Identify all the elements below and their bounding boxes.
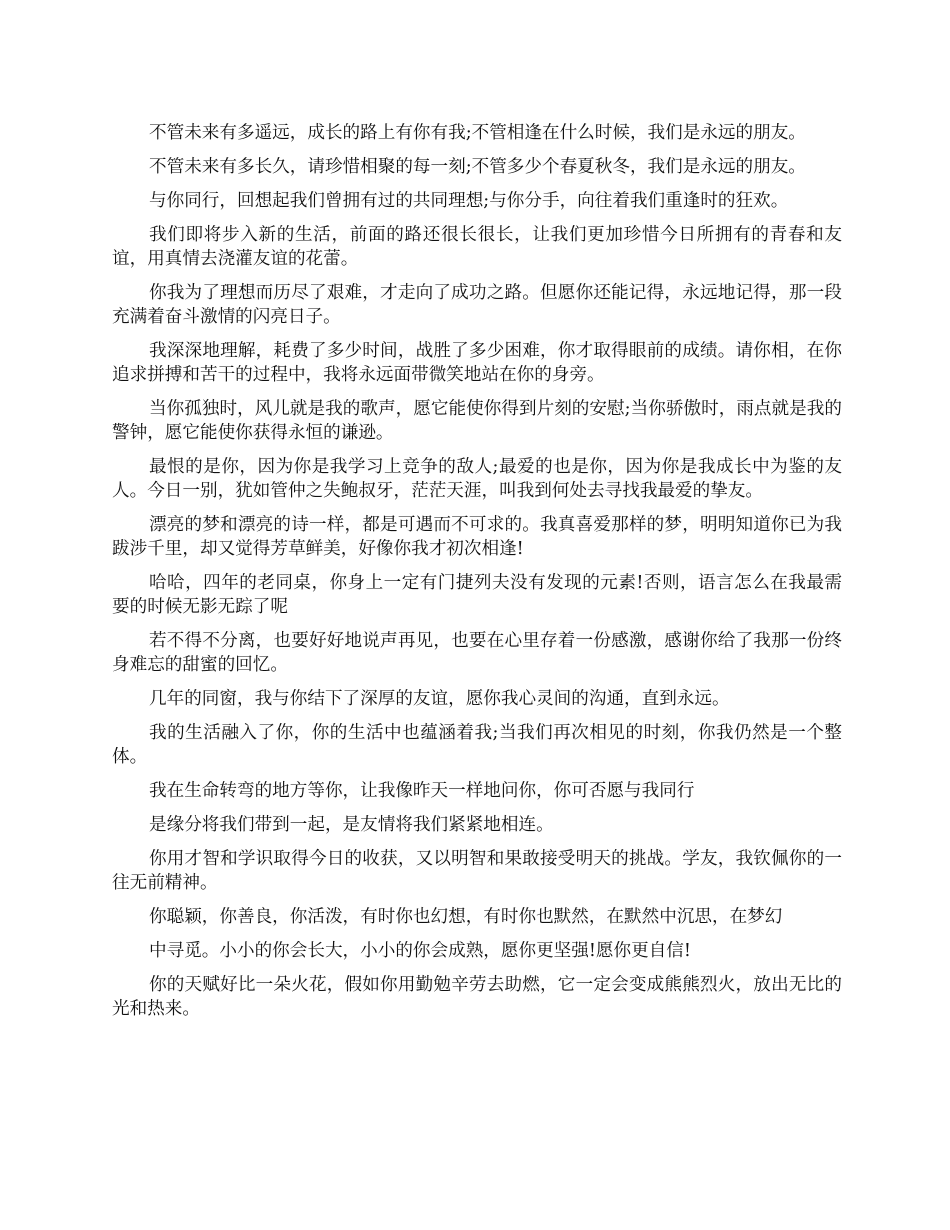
paragraph: 若不得不分离，也要好好地说声再见，也要在心里存着一份感激，感谢你给了我那一份终身难忘的甜蜜的回忆。 (112, 631, 842, 675)
document-body (112, 121, 842, 1031)
paragraph: 哈哈，四年的老同桌，你身上一定有门捷列夫没有发现的元素!否则，语言怎么在我最需要的时候无影无踪了呢 (112, 573, 842, 617)
paragraph: 不管未来有多遥远，成长的路上有你有我;不管相逢在什么时候，我们是永远的朋友。 (149, 123, 806, 143)
paragraph: 你用才智和学识取得今日的收获，又以明智和果敢接受明天的挑战。学友，我钦佩你的一往无前精神。 (112, 849, 842, 893)
paragraph: 我们即将步入新的生活，前面的路还很长很长，让我们更加珍惜今日所拥有的青春和友谊，用真情去浇灌友谊的花蕾。 (112, 225, 842, 269)
paragraph: 你的天赋好比一朵火花，假如你用勤勉辛劳去助燃，它一定会变成熊熊烈火，放出无比的光和热来。 (112, 975, 842, 1019)
paragraph: 漂亮的梦和漂亮的诗一样，都是可遇而不可求的。我真喜爱那样的梦，明明知道你已为我跋涉千里，却又觉得芳草鲜美，好像你我才初次相逢! (112, 515, 842, 559)
paragraph: 我在生命转弯的地方等你，让我像昨天一样地问你，你可否愿与我同行 (149, 781, 695, 801)
paragraph: 不管未来有多长久，请珍惜相聚的每一刻;不管多少个春夏秋冬，我们是永远的朋友。 (149, 157, 806, 177)
paragraph: 几年的同窗，我与你结下了深厚的友谊，愿你我心灵间的沟通，直到永远。 (149, 689, 730, 709)
paragraph: 是缘分将我们带到一起，是友情将我们紧紧地相连。 (149, 815, 554, 835)
paragraph: 与你同行，回想起我们曾拥有过的共同理想;与你分手，向往着我们重逢时的狂欢。 (149, 191, 789, 211)
paragraph: 当你孤独时，风儿就是我的歌声，愿它能使你得到片刻的安慰;当你骄傲时，雨点就是我的警钟，愿它能使你获得永恒的谦逊。 (112, 399, 842, 443)
paragraph: 我深深地理解，耗费了多少时间，战胜了多少困难，你才取得眼前的成绩。请你相，在你追求拼搏和苦干的过程中，我将永远面带微笑地站在你的身旁。 (112, 341, 842, 385)
paragraph: 我的生活融入了你，你的生活中也蕴涵着我;当我们再次相见的时刻，你我仍然是一个整体。 (112, 723, 842, 767)
paragraph: 中寻觅。小小的你会长大，小小的你会成熟，愿你更坚强!愿你更自信! (149, 941, 691, 961)
paragraph: 最恨的是你，因为你是我学习上竞争的敌人;最爱的也是你，因为你是我成长中为鉴的友人。今日一别，犹如管仲之失鲍叔牙，茫茫天涯，叫我到何处去寻找我最爱的挚友。 (112, 457, 842, 501)
paragraph: 你聪颖，你善良，你活泼，有时你也幻想，有时你也默然，在默然中沉思，在梦幻 (149, 907, 783, 927)
paragraph: 你我为了理想而历尽了艰难，才走向了成功之路。但愿你还能记得，永远地记得，那一段充满着奋斗激情的闪亮日子。 (112, 283, 842, 327)
